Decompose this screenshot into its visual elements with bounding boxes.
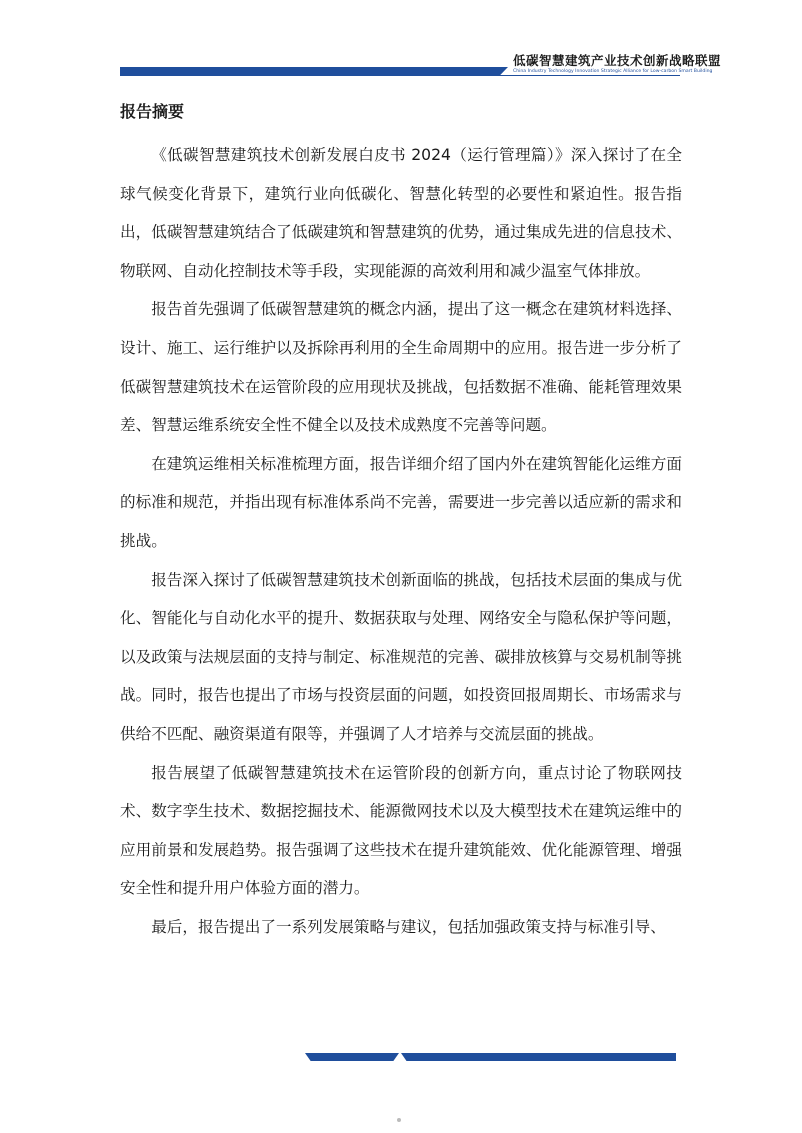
paragraph-6: 最后，报告提出了一系列发展策略与建议，包括加强政策支持与标准引导、	[151, 917, 666, 936]
footer-accent-right	[401, 1053, 676, 1061]
paragraph-4: 报告深入探讨了低碳智慧建筑技术创新面临的挑战，包括技术层面的集成与优化、智能化与自动化水平的提升、数据获取与处理、网络安全与隐私保护等问题，以及政策与法规层面的支持与制定、标准规范的完善、碳排放核算与交易机制等挑战。同时，报告也提出了市场与投资层面的问题，如投资回报周期长、市场需求与供给不匹配、融资渠道有限等，并强调了人才培养与交流层面的挑战。	[120, 570, 682, 743]
header-accent-bar	[120, 67, 508, 75]
paragraph-3: 在建筑运维相关标准梳理方面，报告详细介绍了国内外在建筑智能化运维方面的标准和规范，并指出现有标准体系尚不完善，需要进一步完善以适应新的需求和挑战。	[120, 454, 682, 550]
page-content	[120, 100, 682, 946]
page-marker-dot	[397, 1118, 401, 1122]
section-title: 报告摘要	[120, 102, 185, 121]
paragraph-1: 《低碳智慧建筑技术创新发展白皮书 2024（运行管理篇）》深入探讨了在全球气候变化背景下，建筑行业向低碳化、智慧化转型的必要性和紧迫性。报告指出，低碳智慧建筑结合了低碳建筑和智慧建筑的优势，通过集成先进的信息技术、物联网、自动化控制技术等手段，实现能源的高效利用和减少温室气体排放。	[120, 146, 682, 280]
org-title: 低碳智慧建筑产业技术创新战略联盟	[513, 53, 722, 68]
org-subtitle: China Industry Technology Innovation Strategic Alliance for Low-carbon Smart Building	[513, 69, 713, 74]
header-divider	[120, 75, 680, 76]
footer-accent-left	[305, 1053, 399, 1061]
paragraph-5: 报告展望了低碳智慧建筑技术在运管阶段的创新方向，重点讨论了物联网技术、数字孪生技术、数据挖掘技术、能源微网技术以及大模型技术在建筑运维中的应用前景和发展趋势。报告强调了这些技术在提升建筑能效、优化能源管理、增强安全性和提升用户体验方面的潜力。	[120, 763, 682, 898]
paragraph-2: 报告首先强调了低碳智慧建筑的概念内涵，提出了这一概念在建筑材料选择、设计、施工、运行维护以及拆除再利用的全生命周期中的应用。报告进一步分析了低碳智慧建筑技术在运管阶段的应用现状及挑战，包括数据不准确、能耗管理效果差、智慧运维系统安全性不健全以及技术成熟度不完善等问题。	[120, 300, 682, 435]
